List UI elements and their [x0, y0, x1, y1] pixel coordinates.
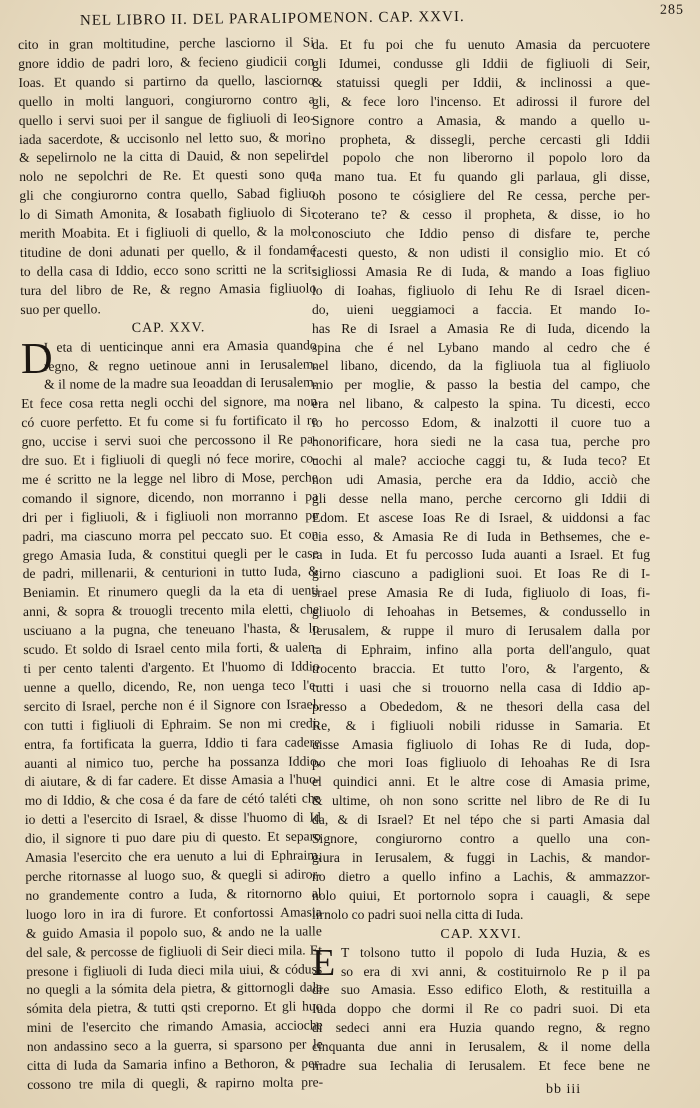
- text-line: do, uieni ueggiamoci a faccia. Et mando Io-: [312, 301, 650, 317]
- text-line: Re, & i figliuoli nobili ridusse in Samaria. Et: [312, 717, 650, 733]
- text-line: iada sacerdote, & uccisonlo nel letto suo, & mori,: [18, 128, 315, 147]
- text-line: trocento braccia. Et tutto l'oro, & l'argento, &: [312, 660, 650, 676]
- page-number: 285: [659, 2, 685, 18]
- running-title: NEL LIBRO II. DEL PARALIPOMENON. CAP. XXVI.: [79, 8, 465, 29]
- text-line: era nel libano, & calpesto la spina. Tu dicesti, ecco: [312, 396, 650, 412]
- text-line: el quindici anni. Et le altre cose di Amasia prime,: [312, 774, 650, 790]
- text-line: & statuissi quegli per Iddii, & inclinossi a que-: [312, 74, 650, 90]
- text-line: sercito di Israel, perche non é il Signore con Israel,: [23, 696, 320, 714]
- text-line: gli Idumei, condusse gli Iddii de figliuoli di Seir,: [312, 55, 650, 71]
- text-line: tura del libro de Re, & regno Amasia figliuolo: [20, 280, 317, 298]
- text-line: Et fece cosa retta negli occhi del signore, ma non: [21, 393, 318, 412]
- text-line: uochi al male? accioche caggi tu, & Iuda teco? Et: [312, 452, 650, 468]
- text-line: dre suo Amasia. Esso edifico Eloth, & restituilla a: [312, 982, 650, 998]
- text-line: Amasia l'esercito che era uenuto a lui di Ephraim,: [25, 847, 322, 866]
- text-line: girno ciascuno a padiglioni suoi. Et Ioas Re di I-: [312, 566, 650, 582]
- text-line: ti per cento talenti d'argento. Et l'huomo di Iddio: [23, 658, 320, 676]
- text-line: Ioas. Et quando si partirno da quello, lasciorno: [18, 72, 315, 90]
- chapter-xxvi-opening: [312, 941, 650, 1001]
- text-line: Signore, congiurorno contro a quello una con-: [312, 831, 650, 847]
- text-line: con tutti i figliuoli di Ephraim. Se non mi credi,: [23, 715, 321, 733]
- text-line: srael prese Amasia Re di Iuda, figliuolo di Ioas, fi-: [312, 585, 650, 601]
- text-line: comando il signore, dicendo, non morranno i pa: [21, 488, 319, 506]
- text-line: oh posono te cósigliere del Re cessa, perche per-: [312, 188, 650, 204]
- text-line: di sedeci anni era Huzia quando regno, & regno: [312, 1020, 650, 1036]
- text-line: lo di Ioahas, figliuolo di Iehu Re di Israel dicen-: [312, 282, 650, 298]
- text-line: da, & di Israel? Et nel tépo che si parti Amasia dal: [312, 812, 650, 828]
- text-line: mio per moglie, & passo la bestia del campo, che: [312, 377, 650, 393]
- text-line: Beniamin. Et rinumero quegli da la eta di uenti: [22, 582, 319, 601]
- text-line: gliuolo di Iehoahas in Betsemes, & condussello in: [312, 604, 650, 620]
- text-line: entra, fa fortificata la guerra, Iddio ti fara cadere: [24, 734, 321, 752]
- text-line: cossono tre mila di quegli, & rapirno molta pre-: [27, 1074, 324, 1092]
- text-line: padri, ma ciascuno morra pel peccato suo. Et con: [22, 526, 319, 544]
- left-column: [18, 33, 323, 1094]
- text-line: non andassino seco a la guerra, si sparsono per le: [26, 1036, 323, 1055]
- text-line: uenne a quello, dicendo, Re, non uenga teco l'e-: [23, 677, 320, 695]
- text-line: dio, il signore ti puo dare piu di questo. Et separo: [24, 828, 322, 847]
- text-line: facesti questo, & non udisti il consiglio mio. Et có: [312, 244, 650, 260]
- text-line: quello i servi suoi per il sangue de figliuoli di Ieo-: [18, 110, 315, 128]
- text-line: to della casa di Iddio, ecco sono scritti ne la scrit-: [19, 261, 317, 279]
- text-line: no dietro a quello infino a Lachis, & ammazzor-: [312, 868, 650, 884]
- text-line: lo di Simath Amonita, & Iosabath figliuolo di Si-: [19, 204, 316, 223]
- text-line: cia esso, & Amasia Re di Iuda in Bethsemes, che e-: [312, 528, 650, 544]
- text-line: po che mori Ioas figliuolo di Iehoahas Re di Isra: [312, 755, 650, 771]
- text-line: io ho percosso Edom, & inalzotti il cuore tuo a: [312, 415, 650, 431]
- text-line: luogo loro in ira di furore. Et confortossi Amasia: [25, 904, 322, 922]
- right-body-text: [312, 1000, 650, 1076]
- text-line: cito in gran moltitudine, perche lasciorno il Si: [18, 34, 315, 52]
- text-line: citta di Iuda da Samaria infino a Bethoron, & per-: [26, 1055, 324, 1073]
- text-line: so era di xvi anni, & costituirnolo Re p il pa: [341, 963, 650, 979]
- text-line: scudo. Et soldo di Israel cento mila forti, & ualen-: [23, 639, 320, 658]
- text-line: có cuore perfetto. Et fu come si fu fortificato il re: [21, 412, 318, 431]
- drop-capital: E: [312, 941, 336, 984]
- text-line: & guido Amasia il popolo suo, & ando ne la ualle: [25, 923, 322, 941]
- text-line: has Re di Israel a Amasia Re di Iuda, dicendo la: [312, 320, 650, 336]
- text-line: nolo quiui, Et portornolo sopra i cauagli, & sepe: [312, 887, 650, 903]
- text-line: perche ritornasse al luogo suo, & quegli si adiror-: [25, 866, 322, 884]
- text-line: titudine de doni adunati per quello, & il fondamé: [19, 242, 316, 260]
- chapter-heading-xxv: CAP. XXV.: [131, 319, 206, 336]
- text-line: dre suo. Et i figliuoli di quegli nó fece morire, co-: [21, 450, 318, 469]
- text-line: de padri, millenarii, & centurioni in tutto Iuda, &: [22, 563, 319, 582]
- text-line: da. Et fu poi che fu uenuto Amasia da percuotere: [312, 37, 650, 52]
- text-line: grego Amasia Iuda, & constitui quegli per le case: [22, 544, 319, 563]
- left-body-text: [21, 374, 323, 1095]
- text-line: gli, & fece loro l'incenso. Et adirossi il furore del: [312, 93, 650, 109]
- text-line: no propheta, & dissegli, perche cercasti gli Iddii: [312, 131, 650, 147]
- text-line: regno, & regno uetinoue anni in Ierusalem.: [43, 355, 317, 374]
- text-line: del popolo che non liberorno il popolo loro da: [312, 150, 650, 166]
- dropcap-lines: [20, 333, 317, 383]
- text-line: Iuda doppo che dormi il Re co padri suoi. Di eta: [312, 1001, 650, 1017]
- text-line: Ierusalem, & ruppe il muro di Ierusalem dalla por: [312, 623, 650, 639]
- text-line: presone i figliuoli di Iuda dieci mila uiui, & códuss: [26, 960, 323, 979]
- text-line: giura in Ierusalem, & fuggi in Lachis, & mandor-: [312, 849, 650, 865]
- text-line: gli che congiurorno contra quello, Sabad figliuo: [19, 185, 316, 204]
- text-line: coterano te? & cesso il propheta, & disse, io ho: [312, 207, 650, 223]
- text-line: me é scritto ne la legge nel libro di Mose, perche: [21, 469, 318, 487]
- signature-mark: bb iii: [546, 1082, 582, 1097]
- drop-capital: D: [20, 333, 53, 383]
- text-line: & il nome de la madre sua Ieoaddan di Ierusalem.: [43, 374, 318, 393]
- text-line: usciuano a la pugna, che teneuano l'hasta, & lo: [23, 620, 320, 639]
- text-line: ta di Ephraim, infino alla porta dell'angulo, quat: [312, 642, 650, 657]
- text-line: mini de l'esercito che rimando Amasia, accioche: [26, 1017, 323, 1036]
- text-line: anni, & sopra & trouogli trecento mila eletti, che: [22, 601, 320, 620]
- text-line: non udi Amasia, perche era da Iddio, acciò che: [312, 471, 650, 487]
- text-line: suo per quello.: [20, 300, 101, 317]
- right-column: [312, 36, 650, 1076]
- text-line: & ultime, oh non sono scritte nel libro de Re di Iu: [312, 793, 650, 809]
- text-line: mo di Iddio, & che cosa é da fare de cétó taléti che: [24, 790, 321, 809]
- text-line: ra in Iuda. Et fu percosso Iuda auanti a Israel. Et fug: [312, 547, 650, 563]
- dropcap-lines: [312, 941, 650, 1001]
- text-line: I eta di uenticinque anni era Amasia quando: [43, 336, 317, 355]
- chapter-heading-xxvi: CAP. XXVI.: [440, 926, 522, 942]
- text-line: auanti al nimico tuo, perche ha possanza Iddio,: [24, 752, 321, 771]
- left-top-text: [18, 33, 316, 319]
- right-top-text: [312, 36, 650, 925]
- text-line: honorificare, hora siedi ne la casa tua, perche pro: [312, 434, 650, 450]
- text-line: cinquanta due anni in Ierusalem, & il nome della: [312, 1039, 650, 1055]
- text-line: sigliossi Amasia Re di Iuda, & mando a Ioas figliuo: [312, 263, 650, 279]
- text-line: & sepelirnolo ne la citta di Dauid, & non sepelir-: [18, 147, 316, 166]
- text-line: Signore contro a Amasia, & mando a quello u-: [312, 112, 650, 128]
- text-line: quello in molti languori, congiurorno contro a: [18, 91, 315, 109]
- text-line: uisse Amasia figliuolo di Iohas Re di Iuda, dop-: [312, 736, 650, 752]
- text-line: nel libano, dicendo, da la figliuola tua al figliuolo: [312, 358, 650, 374]
- text-line: no grandemente contro a Iuda, & ritornorno al: [25, 885, 322, 903]
- text-line: spina che é nel Lybano mando al cedro che é: [312, 339, 650, 355]
- text-line: no quegli a la sómita dela pietra, & gittornogli dala: [26, 979, 323, 998]
- text-line: dri per i figliuoli, & i figliuoli non morranno pe: [22, 507, 319, 525]
- text-line: di aiutare, & di far cadere. Et disse Amasia a l'huo-: [24, 771, 321, 790]
- text-line: nolo ne sepolchri de Re. Et questi sono que: [19, 166, 316, 185]
- text-line: gnore iddio de padri loro, & fecieno giudicii con: [18, 53, 315, 71]
- text-line: gno, uccise i servi suoi che percossono il Re pa-: [21, 431, 318, 450]
- text-line: T tolsono tutto il popolo di Iuda Huzia, & es: [341, 944, 650, 960]
- text-line: merith Moabita. Et i figliuoli di quello, & la mol-: [19, 223, 316, 242]
- chapter-xxv-opening: [20, 333, 317, 383]
- text-line: la mano tua. Et fu quando gli parlaua, gli disse,: [312, 169, 650, 185]
- text-line: conosciuto che Iddio penso di disfare te, perche: [312, 226, 650, 242]
- text-line: del sale, & percosse de figliuoli di Seir dieci mila. Et: [25, 941, 323, 960]
- running-head: [79, 1, 685, 37]
- text-line: gli desse nella mano, perche cercorno gli Iddii di: [312, 490, 650, 506]
- text-line: sómita dela pietra, & tutti qsti creporno. Et gli huo: [26, 998, 323, 1017]
- text-line: io detti a l'esercito di Israel, & disse l'huomo di Id: [24, 809, 321, 828]
- text-line: lirnolo co padri suoi nella citta di Iuda.: [312, 906, 524, 922]
- text-line: Edom. Et ascese Ioas Re di Israel, & uiddonsi a fac: [312, 509, 650, 525]
- text-line: tutti i uasi che si trouorno nella casa di Iddio ap-: [312, 679, 650, 695]
- text-line: presso a Obededom, & ne thesori della casa del: [312, 698, 650, 714]
- text-line: madre sua Iechalia di Ierusalem. Et fece bene ne: [312, 1058, 650, 1074]
